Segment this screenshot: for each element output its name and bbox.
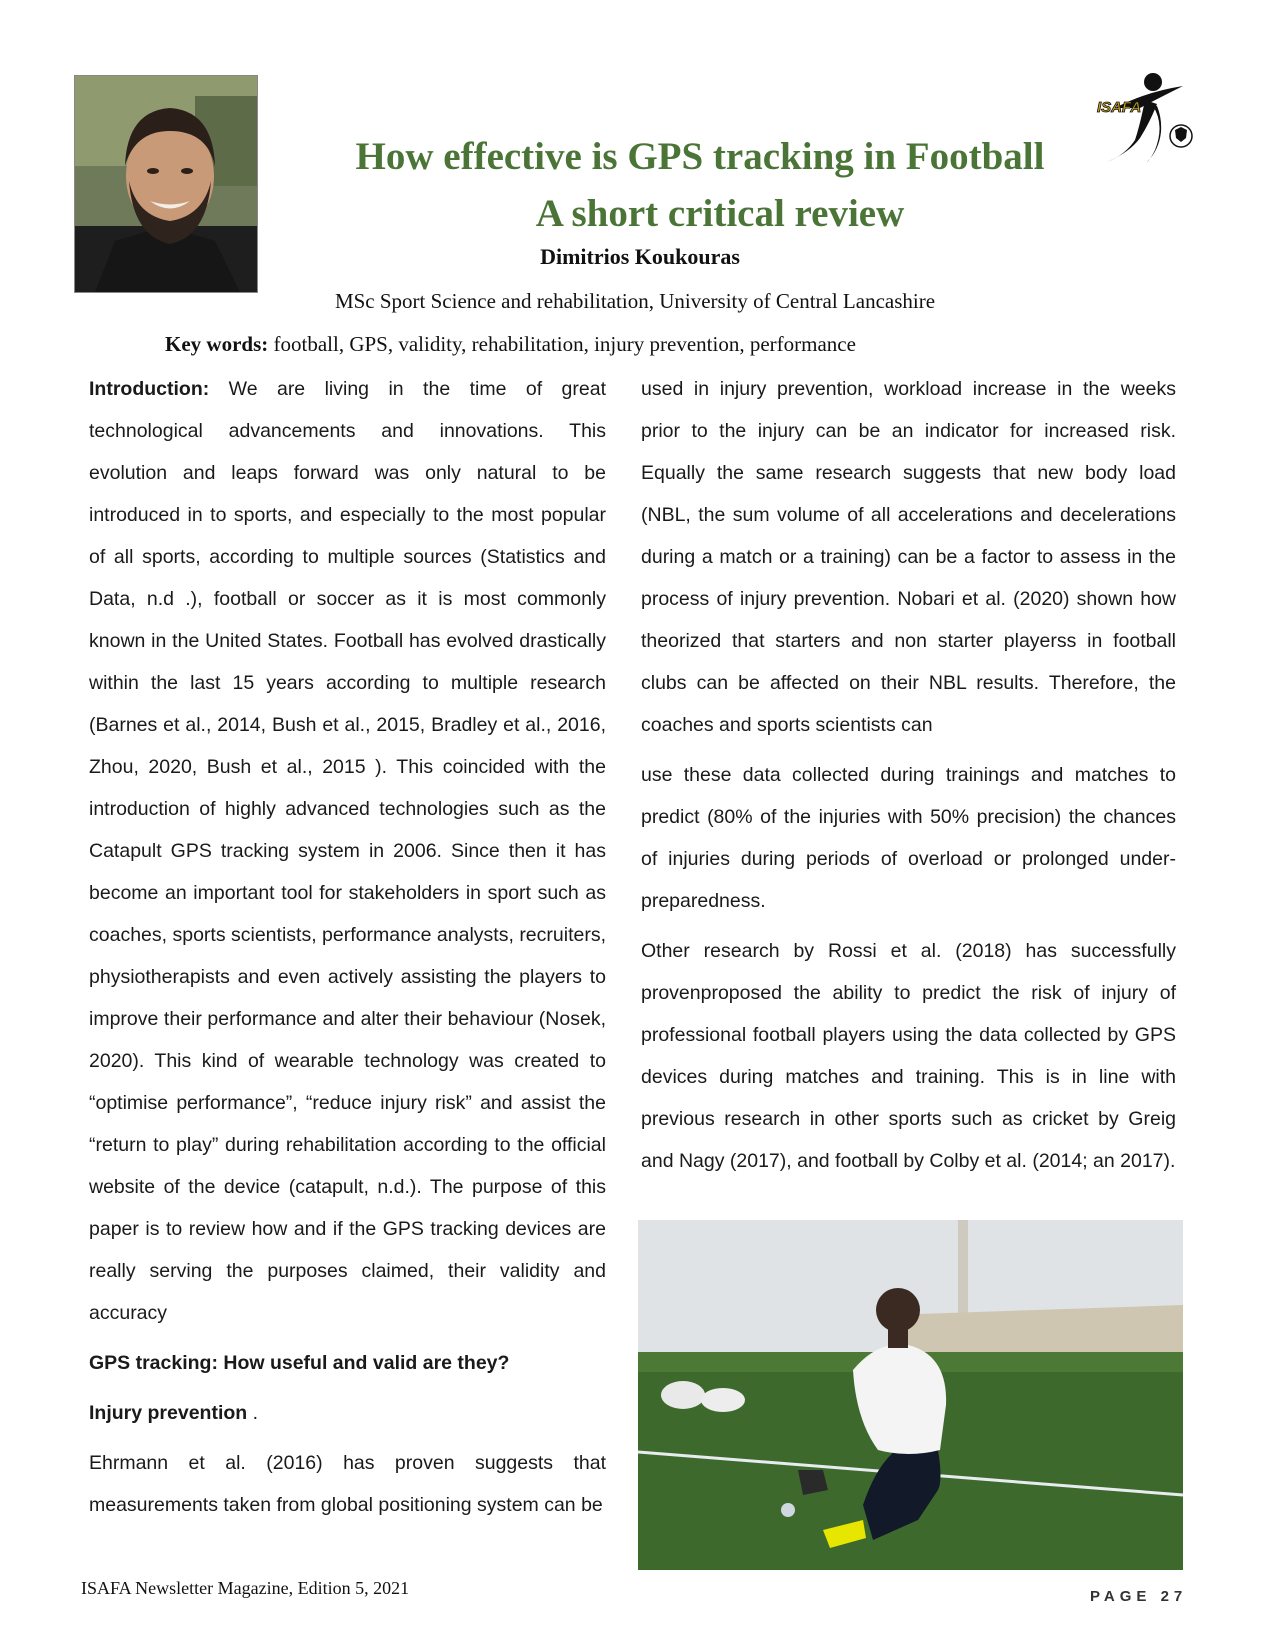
article-title xyxy=(250,128,1150,242)
keywords-label: Key words: xyxy=(165,332,269,356)
right-paragraph-3: Other research by Rossi et al. (2018) has successfully provenproposed the ability to predict the risk of injury of professional football players using the data collected by GPS devices during matches and training. This is in line with previous research in other sports such as cricket by Greig and Nagy (2017), and football by Colby et al. (2014; an 2017). xyxy=(641,940,1176,1172)
subsection-suffix: . xyxy=(247,1402,259,1424)
football-training-photo xyxy=(638,1220,1183,1570)
right-paragraph-1: used in injury prevention, workload increase in the weeks prior to the injury can be an indicator for increased risk. Equally the same research suggests that new body load (NBL, the sum volume of all accelerations and decelerations during a match or a training) can be a factor to assess in the process of injury prevention. Nobari et al. (2020) shown how theorized that starters and non starter playerss in football clubs can be affected on their NBL results. Therefore, the coaches and sports scientists can xyxy=(641,378,1176,736)
right-paragraph-2: use these data collected during trainings and matches to predict (80% of the injuries with 50% precision) the chances of injuries during periods of overload or prolonged under-preparedness. xyxy=(641,764,1176,912)
title-line-2: A short critical review xyxy=(535,192,905,235)
subsection-heading-line xyxy=(89,1392,606,1434)
introduction-text: We are living in the time of great technological advancements and innovations. This evolution and leaps forward was only natural to be introduced in to sports, and especially to the most popular of all sports, according to multiple sources (Statistics and Data, n.d .), football or soccer as it is most commonly known in the United States. Football has evolved drastically within the last 15 years according to multiple research (Barnes et al., 2014, Bush et al., 2015, Bradley et al., 2016, Zhou, 2020, Bush et al., 2015 ). This coincided with the introduction of highly advanced technologies such as the Catapult GPS tracking system in 2006. Since then it has become an important tool for stakeholders in sport such as coaches, sports scientists, performance analysts, recruiters, physiotherapists and even actively assisting the players to improve their performance and alter their behaviour (Nosek, 2020). This kind of wearable technology was created to “optimise performance”, “reduce injury risk” and assist the “return to play” during rehabilitation according to the official website of the device (catapult, n.d.). The purpose of this paper is to review how and if the GPS tracking devices are really serving the purposes claimed, their validity and accuracy xyxy=(89,378,606,1324)
publication-footer: ISAFA Newsletter Magazine, Edition 5, 2021 xyxy=(81,1578,410,1598)
right-column xyxy=(641,368,1176,1182)
keywords-text: football, GPS, validity, rehabilitation, injury prevention, performance xyxy=(268,332,856,356)
logo-text: ISAFA xyxy=(1097,99,1142,116)
page-number: PAGE 27 xyxy=(1090,1588,1188,1605)
author-photo xyxy=(74,75,258,293)
author-affiliation: MSc Sport Science and rehabilitation, University of Central Lancashire xyxy=(334,289,936,313)
subsection-heading: Injury prevention xyxy=(89,1402,248,1424)
introduction-paragraph xyxy=(89,368,606,1334)
author-name: Dimitrios Koukouras xyxy=(540,244,740,269)
introduction-label: Introduction: xyxy=(89,378,210,400)
keywords xyxy=(165,332,1065,357)
section-heading: GPS tracking: How useful and valid are they? xyxy=(89,1352,510,1374)
title-line-1: How effective is GPS tracking in Football xyxy=(355,135,1045,178)
ehrmann-paragraph: Ehrmann et al. (2016) has proven suggests that measurements taken from global positioning system can be xyxy=(89,1452,606,1516)
left-column xyxy=(89,368,606,1526)
